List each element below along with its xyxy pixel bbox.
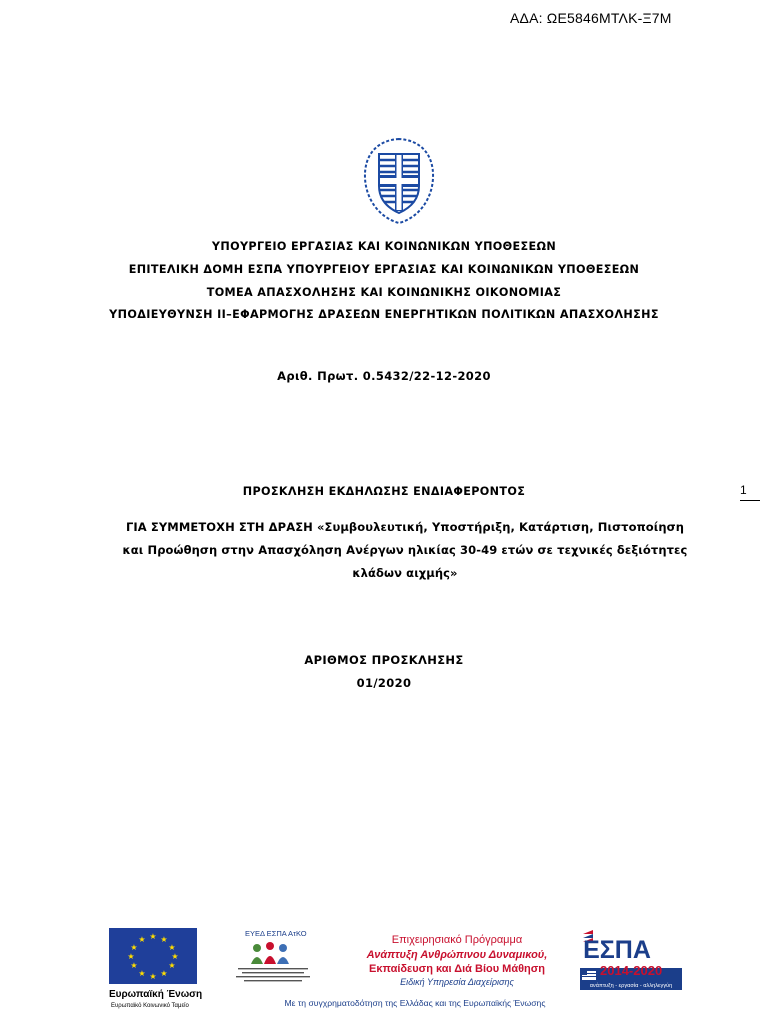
invitation-line-2: και Προώθηση στην Απασχόληση Ανέργων ηλικίας 30-49 ετών σε τεχνικές δεξιότητες [122, 543, 688, 557]
op-line-4: Ειδική Υπηρεσία Διαχείρισης [400, 977, 514, 987]
page-number: 1 [740, 483, 760, 501]
svg-text:★: ★ [149, 972, 157, 981]
svg-text:★: ★ [168, 961, 176, 970]
op-line-2: Ανάπτυξη Ανθρώπινου Δυναμικού, [366, 949, 548, 961]
eu-fund: Ευρωπαϊκό Κοινωνικό Ταμείο [111, 1003, 189, 1009]
espa-slogan: ανάπτυξη - εργασία - αλληλεγγύη [589, 983, 673, 989]
cofinance-statement: Με τη συγχρηματοδότηση της Ελλάδας και της Ευρωπαϊκής Ένωσης [284, 998, 546, 1008]
svg-text:★: ★ [130, 961, 138, 970]
op-line-3: Εκπαίδευση και Διά Βίου Μάθηση [368, 963, 546, 975]
eyed-title: ΕΥΕΔ ΕΣΠΑ ΑτΚΟ [245, 929, 307, 938]
ada-code: ΑΔΑ: ΩΕ5846ΜΤΛΚ-Ξ7Μ [510, 10, 672, 26]
svg-text:★: ★ [168, 943, 176, 952]
eyed-people-icon [251, 942, 289, 964]
svg-text:★: ★ [171, 952, 179, 961]
invitation-line-3: κλάδων αιχμής» [352, 566, 458, 580]
sector-name: ΤΟΜΕΑ ΑΠΑΣΧΟΛΗΣΗΣ ΚΑΙ ΚΟΙΝΩΝΙΚΗΣ ΟΙΚΟΝΟΜΙΑΣ [206, 286, 562, 299]
espa-name: ΕΣΠΑ [583, 936, 651, 964]
call-number-label: ΑΡΙΘΜΟΣ ΠΡΟΣΚΛΗΣΗΣ [304, 653, 464, 667]
espa-years: 2014-2020 [600, 963, 663, 978]
invitation-line-1: ΓΙΑ ΣΥΜΜΕΤΟΧΗ ΣΤΗ ΔΡΑΣΗ «Συμβουλευτική, Υποστήριξη, Κατάρτιση, Πιστοποίηση [125, 520, 684, 534]
invitation-description [90, 516, 720, 585]
svg-text:★: ★ [160, 935, 168, 944]
svg-text:★: ★ [160, 969, 168, 978]
subdirectorate-name: ΥΠΟΔΙΕΥΘΥΝΣΗ ΙΙ–ΕΦΑΡΜΟΓΗΣ ΔΡΑΣΕΩΝ ΕΝΕΡΓΗΤΙΚΩΝ ΠΟΛΙΤΙΚΩΝ ΑΠΑΣΧΟΛΗΣΗΣ [109, 308, 659, 321]
invitation-title: ΠΡΟΣΚΛΗΣΗ ΕΚΔΗΛΩΣΗΣ ΕΝΔΙΑΦΕΡΟΝΤΟΣ [242, 485, 526, 498]
protocol-number: Αριθ. Πρωτ. 0.5432/22-12-2020 [277, 369, 491, 383]
call-number-value: 01/2020 [356, 676, 412, 690]
svg-text:★: ★ [149, 932, 157, 941]
eu-flag-logo [109, 928, 197, 984]
eu-name: Ευρωπαϊκή Ένωση [109, 989, 203, 1000]
svg-text:★: ★ [138, 969, 146, 978]
espa-structure-name: ΕΠΙΤΕΛΙΚΗ ΔΟΜΗ ΕΣΠΑ ΥΠΟΥΡΓΕΙΟΥ ΕΡΓΑΣΙΑΣ ΚΑΙ ΚΟΙΝΩΝΙΚΩΝ ΥΠΟΘΕΣΕΩΝ [128, 263, 640, 276]
greek-coat-of-arms-logo [358, 136, 440, 226]
svg-text:★: ★ [127, 952, 135, 961]
footer-logos-banner [105, 922, 690, 1014]
svg-text:★: ★ [138, 935, 146, 944]
op-line-1: Επιχειρησιακό Πρόγραμμα [391, 934, 523, 946]
svg-text:★: ★ [130, 943, 138, 952]
ministry-name: ΥΠΟΥΡΓΕΙΟ ΕΡΓΑΣΙΑΣ ΚΑΙ ΚΟΙΝΩΝΙΚΩΝ ΥΠΟΘΕΣΕΩΝ [211, 240, 557, 253]
